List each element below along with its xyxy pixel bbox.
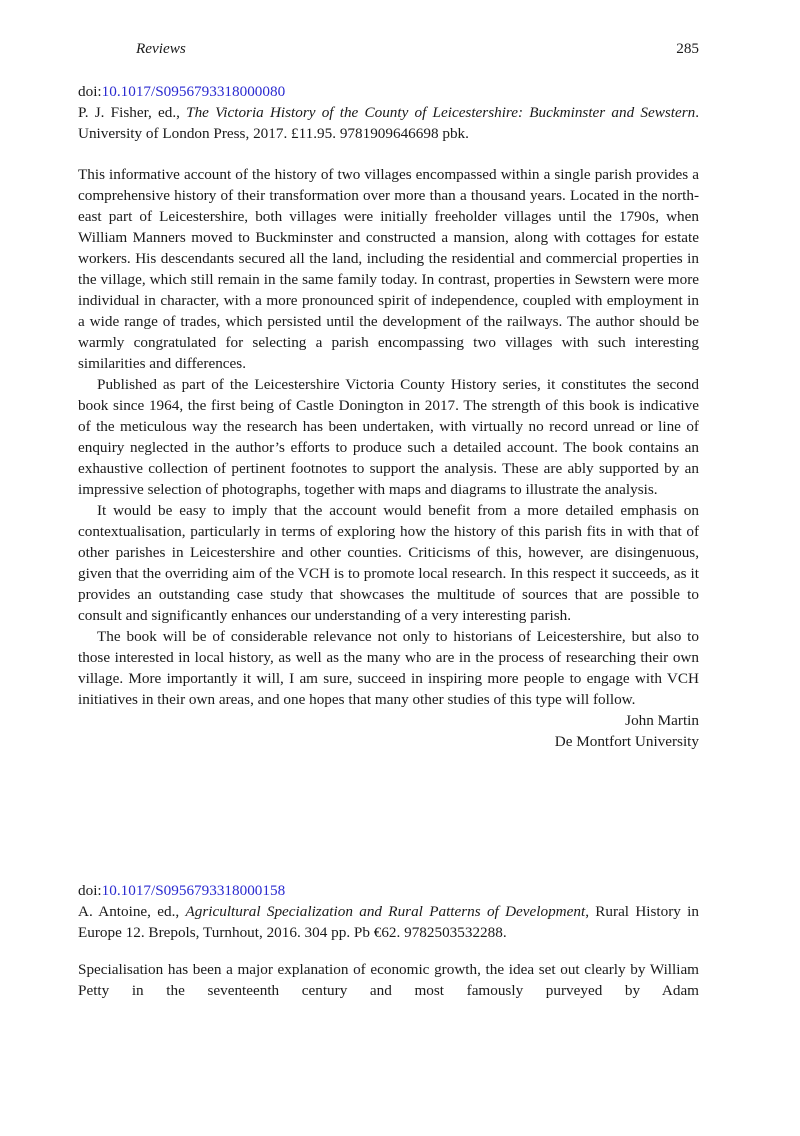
book-citation — [78, 102, 699, 144]
doi-link[interactable]: 10.1017/S0956793318000080 — [101, 83, 286, 100]
paragraph: This informative account of the history of two villages encompassed within a single parish provides a comprehensive history of their transformation over more than a thousand years. Located in the north-east part of Leicestershire, both villages were initially freeholder villages until the 1790s, when William Manners moved to Buckminster and constructed a mansion, along with cottages for estate workers. His descendants secured all the land, including the residential and commercial properties in the village, which still remain in the same family today. In contrast, properties in Sewstern were more individual in character, with a more pronounced spirit of independence, coupled with employment in a wide range of trades, which persisted until the development of the railways. The author should be warmly congratulated for selecting a parish encompassing two villages with such interesting similarities and differences. — [78, 166, 699, 372]
reviewer-name: John Martin — [625, 712, 699, 729]
review-body — [78, 959, 699, 1001]
review-2 — [78, 880, 699, 1001]
paragraph: It would be easy to imply that the account would benefit from a more detailed emphasis on contextualisation, particularly in terms of exploring how the history of this parish fits in with that of other parishes in Leicestershire and other counties. Criticisms of this, however, are disingenuous, given that the overriding aim of the VCH is to promote local research. In this respect it succeeds, as it provides an outstanding case study that showcases the multitude of sources that are possible to consult and significantly enhances our understanding of a very interesting parish. — [78, 502, 699, 624]
paragraph: The book will be of considerable relevance not only to historians of Leicestershire, but also to those interested in local history, as well as the many who are in the process of researching their own village. More importantly it will, I am sure, succeed in inspiring more people to engage with VCH initiatives in their own areas, and one hopes that many other studies of this type will follow. — [78, 628, 699, 708]
doi-prefix: doi: — [78, 83, 102, 100]
doi-prefix: doi: — [78, 882, 102, 899]
doi-line — [78, 81, 699, 102]
review-1 — [78, 81, 699, 752]
review-body — [78, 164, 699, 710]
book-citation — [78, 901, 699, 943]
paragraph: Specialisation has been a major explanation of economic growth, the idea set out clearly by William Petty in the seventeenth century and most famously purveyed by Adam — [78, 961, 699, 999]
running-head — [136, 40, 699, 62]
page-number: 285 — [676, 40, 699, 57]
doi-line — [78, 880, 699, 901]
citation-author: A. Antoine, ed., — [78, 903, 186, 920]
citation-title: Agricultural Specialization and Rural Patterns of Development — [185, 903, 586, 920]
citation-author: P. J. Fisher, ed., — [78, 104, 187, 121]
doi-link[interactable]: 10.1017/S0956793318000158 — [101, 882, 286, 899]
citation-details: , Rural History in Europe 12. Brepols, Turnhout, 2016. 304 pp. Pb €62. 9782503532288. — [78, 903, 699, 941]
citation-title: The Victoria History of the County of Leicestershire: Buckminster and Sewstern — [186, 104, 696, 121]
reviewer-affiliation: De Montfort University — [554, 733, 699, 750]
reviewer-signature — [78, 710, 699, 752]
citation-details: . University of London Press, 2017. £11.95. 9781909646698 pbk. — [78, 104, 699, 142]
paragraph: Published as part of the Leicestershire Victoria County History series, it constitutes the second book since 1964, the first being of Castle Donington in 2017. The strength of this book is indicative of the meticulous way the research has been undertaken, with virtually no record unread or line of enquiry neglected in the author’s efforts to produce such a detailed account. The book contains an exhaustive collection of pertinent footnotes to support the analysis. These are ably supported by an impressive selection of photographs, together with maps and diagrams to illustrate the analysis. — [78, 376, 699, 498]
section-title: Reviews — [136, 40, 186, 57]
